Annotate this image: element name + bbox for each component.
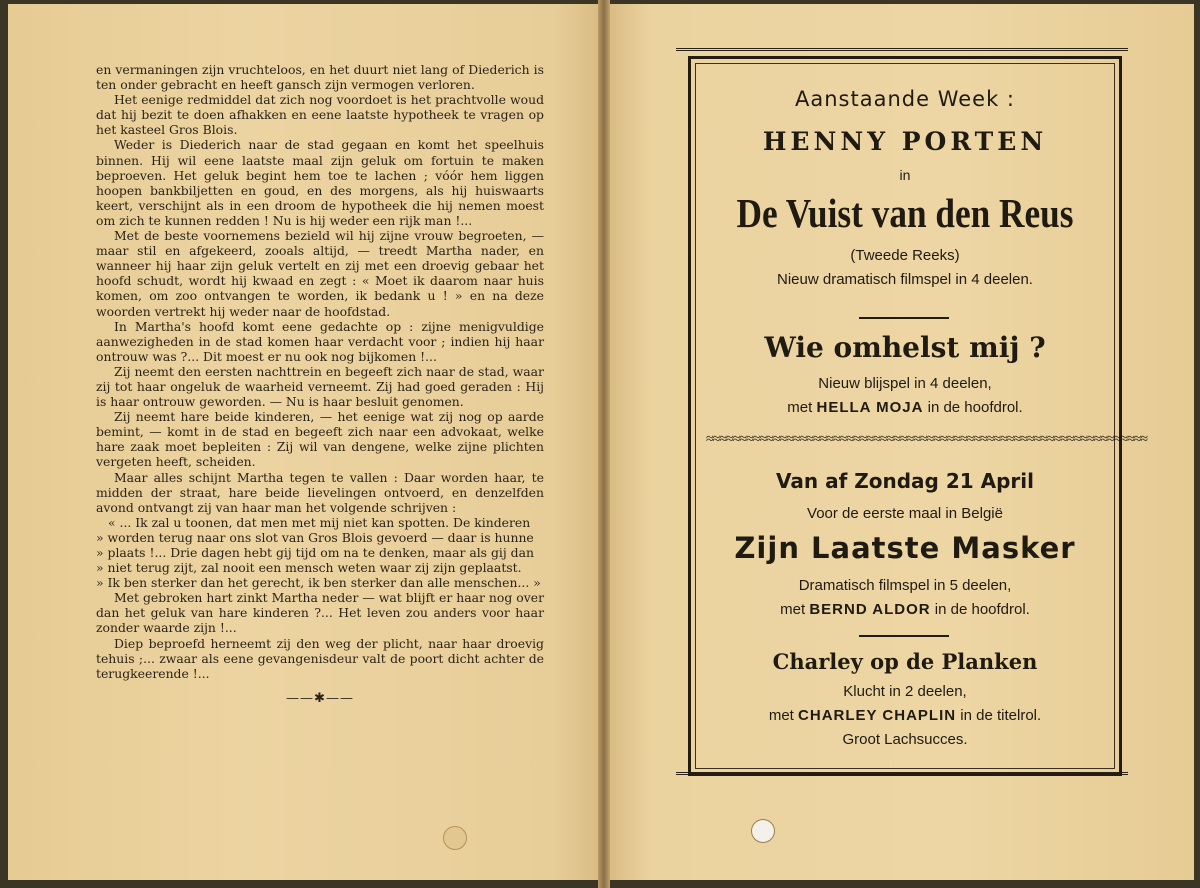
program-announcement — [688, 56, 1148, 776]
film-title: Charley op de Planken — [772, 649, 1038, 674]
film-title: De Vuist van den Reus — [736, 190, 1074, 236]
film-title: Wie omhelst mij ? — [764, 331, 1046, 364]
story-paragraph: Diep beproefd herneemt zij den weg der plicht, naar haar droevig tehuis ;... zwaar als eene gevangenisdeur valt de poort dicht achter de terugkeerende !... — [96, 635, 544, 681]
letter-quote-line: » worden terug naar ons slot van Gros Blois gevoerd — daar is hunne — [96, 529, 534, 545]
story-paragraph: Zij neemt hare beide kinderen, — het eenige wat zij nog op aarde bemint, — komt in de stad en begeeft zich naar een advokaat, welke hare zaak moet bepleiten : Zij wil van dengene, welke zijne plichten vergeten heeft, scheiden. — [96, 409, 544, 470]
cast-line — [691, 707, 1119, 724]
story-paragraph: Zij neemt den eersten nachttrein en begeeft zich naar de stad, waar zij tot haar ongeluk de waarheid verneemt. Zij had goed geraden : Hij is haar ontrouw geworden. — Nu is haar besluit genomen. — [96, 363, 544, 410]
cast-prefix: met — [787, 399, 813, 416]
film-description: Nieuw dramatisch filmspel in 4 deelen. — [777, 271, 1033, 288]
star-name: HENNY PORTEN — [762, 127, 1048, 156]
date-line: Van af Zondag 21 April — [776, 469, 1034, 493]
cast-name: CHARLEY CHAPLIN — [798, 707, 957, 724]
wavy-ornament-divider: ≈≈≈≈≈≈≈≈≈≈≈≈≈≈≈≈≈≈≈≈≈≈≈≈≈≈≈≈≈≈≈≈≈≈≈≈≈≈≈≈≈≈≈≈≈≈≈≈≈≈≈≈≈≈≈≈≈≈≈≈≈≈≈≈≈≈ — [706, 432, 1148, 447]
film-series: (Tweede Reeks) — [850, 247, 960, 264]
end-ornament: ——✱—— — [286, 690, 354, 706]
film-description: Nieuw blijspel in 4 deelen, — [818, 375, 992, 392]
cast-name: HELLA MOJA — [816, 399, 924, 416]
letter-quote-line: « ... Ik zal u toonen, dat men met mij niet kan spotten. De kinderen — [108, 514, 531, 530]
story-paragraph: Met gebroken hart zinkt Martha neder — wat blijft er haar nog over dan het geluk van hare kinderen ?... Het leven zou anders voor haar zonder waarde zijn !... — [96, 590, 544, 636]
cast-prefix: met — [780, 601, 806, 618]
story-paragraph: Maar alles schijnt Martha tegen te vallen : Daar worden haar, te midden der straat, hare beide lievelingen ontvoerd, en denzelfden avond ontvangt zij van haar man het volgende schrijven : — [96, 469, 544, 515]
story-paragraph: In Martha's hoofd komt eene gedachte op : zijne menigvuldige aanwezigheden in de stad komen haar verdacht voor ; indien hij haar ontrouw was ?... Dit moest er nu ook nog bijkomen !... — [96, 318, 544, 364]
punch-hole-left — [443, 826, 467, 850]
divider-rule — [859, 317, 949, 319]
story-paragraph: Weder is Diederich naar de stad gegaan en komt het speelhuis binnen. Hij wil eene laatste maal zijn geluk om fortuin te maken beproeven. Het geluk begint hem toe te lachen ; vóór hem liggen hoopen bankbiljetten en goud, en des morgens, als hij huiswaarts keert, verschijnt als in een droom de hypotheek die hij nemen moest om zich te kunnen redden ! Nu is hij weder een rijk man !... — [96, 137, 544, 228]
punch-hole-right — [752, 820, 774, 842]
tagline: Groot Lachsucces. — [842, 731, 968, 748]
film-title: Zijn Laatste Masker — [734, 531, 1076, 565]
story-text — [96, 62, 544, 706]
center-fold — [598, 0, 610, 888]
heading: Aanstaande Week : — [795, 87, 1015, 111]
film-description: Dramatisch filmspel in 5 deelen, — [798, 577, 1012, 594]
story-paragraph: Het eenige redmiddel dat zich nog voordoet is het prachtvolle woud dat hij bezit te doen afhakken en eene laatste hypotheek te vragen op het kasteel Gros Blois. — [96, 92, 544, 138]
letter-quote-line: » Ik ben sterker dan het gerecht, ik ben sterker dan alle menschen... » — [96, 575, 541, 591]
cast-prefix: met — [768, 707, 794, 724]
cast-suffix: in de hoofdrol. — [934, 601, 1030, 618]
letter-quote-line: » niet terug zijt, zal nooit een mensch weten waar zij zijn geplaatst. — [96, 560, 522, 576]
cast-suffix: in de titelrol. — [960, 707, 1042, 724]
story-paragraph: en vermaningen zijn vruchteloos, en het duurt niet lang of Diederich is ten onder gebracht en heeft gansch zijn vermogen verloren. — [96, 62, 544, 93]
letter-quote-line: » plaats !... Drie dagen hebt gij tijd om na te denken, maar als gij dan — [96, 545, 534, 560]
connector-word: in — [899, 167, 911, 183]
divider-rule — [859, 635, 949, 637]
story-paragraph: Met de beste voornemens bezield wil hij zijne vrouw begroeten, — maar stil en afgekeerd, zooals altijd, — treedt Martha nader, en wanneer hij haar zijn geluk vertelt en zij met een droevig gebaar het hoofd schudt, wordt hij kwaad en zegt : « Moet ik daarom naar huis komen, om zoo ontvangen te worden, ik bedank u ! » en na deze woorden vertrekt hij weder naar de hoofdstad. — [96, 228, 544, 319]
cast-line — [691, 399, 1119, 416]
cast-name: BERND ALDOR — [809, 601, 931, 618]
film-description: Klucht in 2 deelen, — [843, 683, 967, 700]
cast-suffix: in de hoofdrol. — [927, 399, 1023, 416]
first-showing-note: Voor de eerste maal in België — [807, 505, 1003, 522]
cast-line — [691, 601, 1119, 618]
